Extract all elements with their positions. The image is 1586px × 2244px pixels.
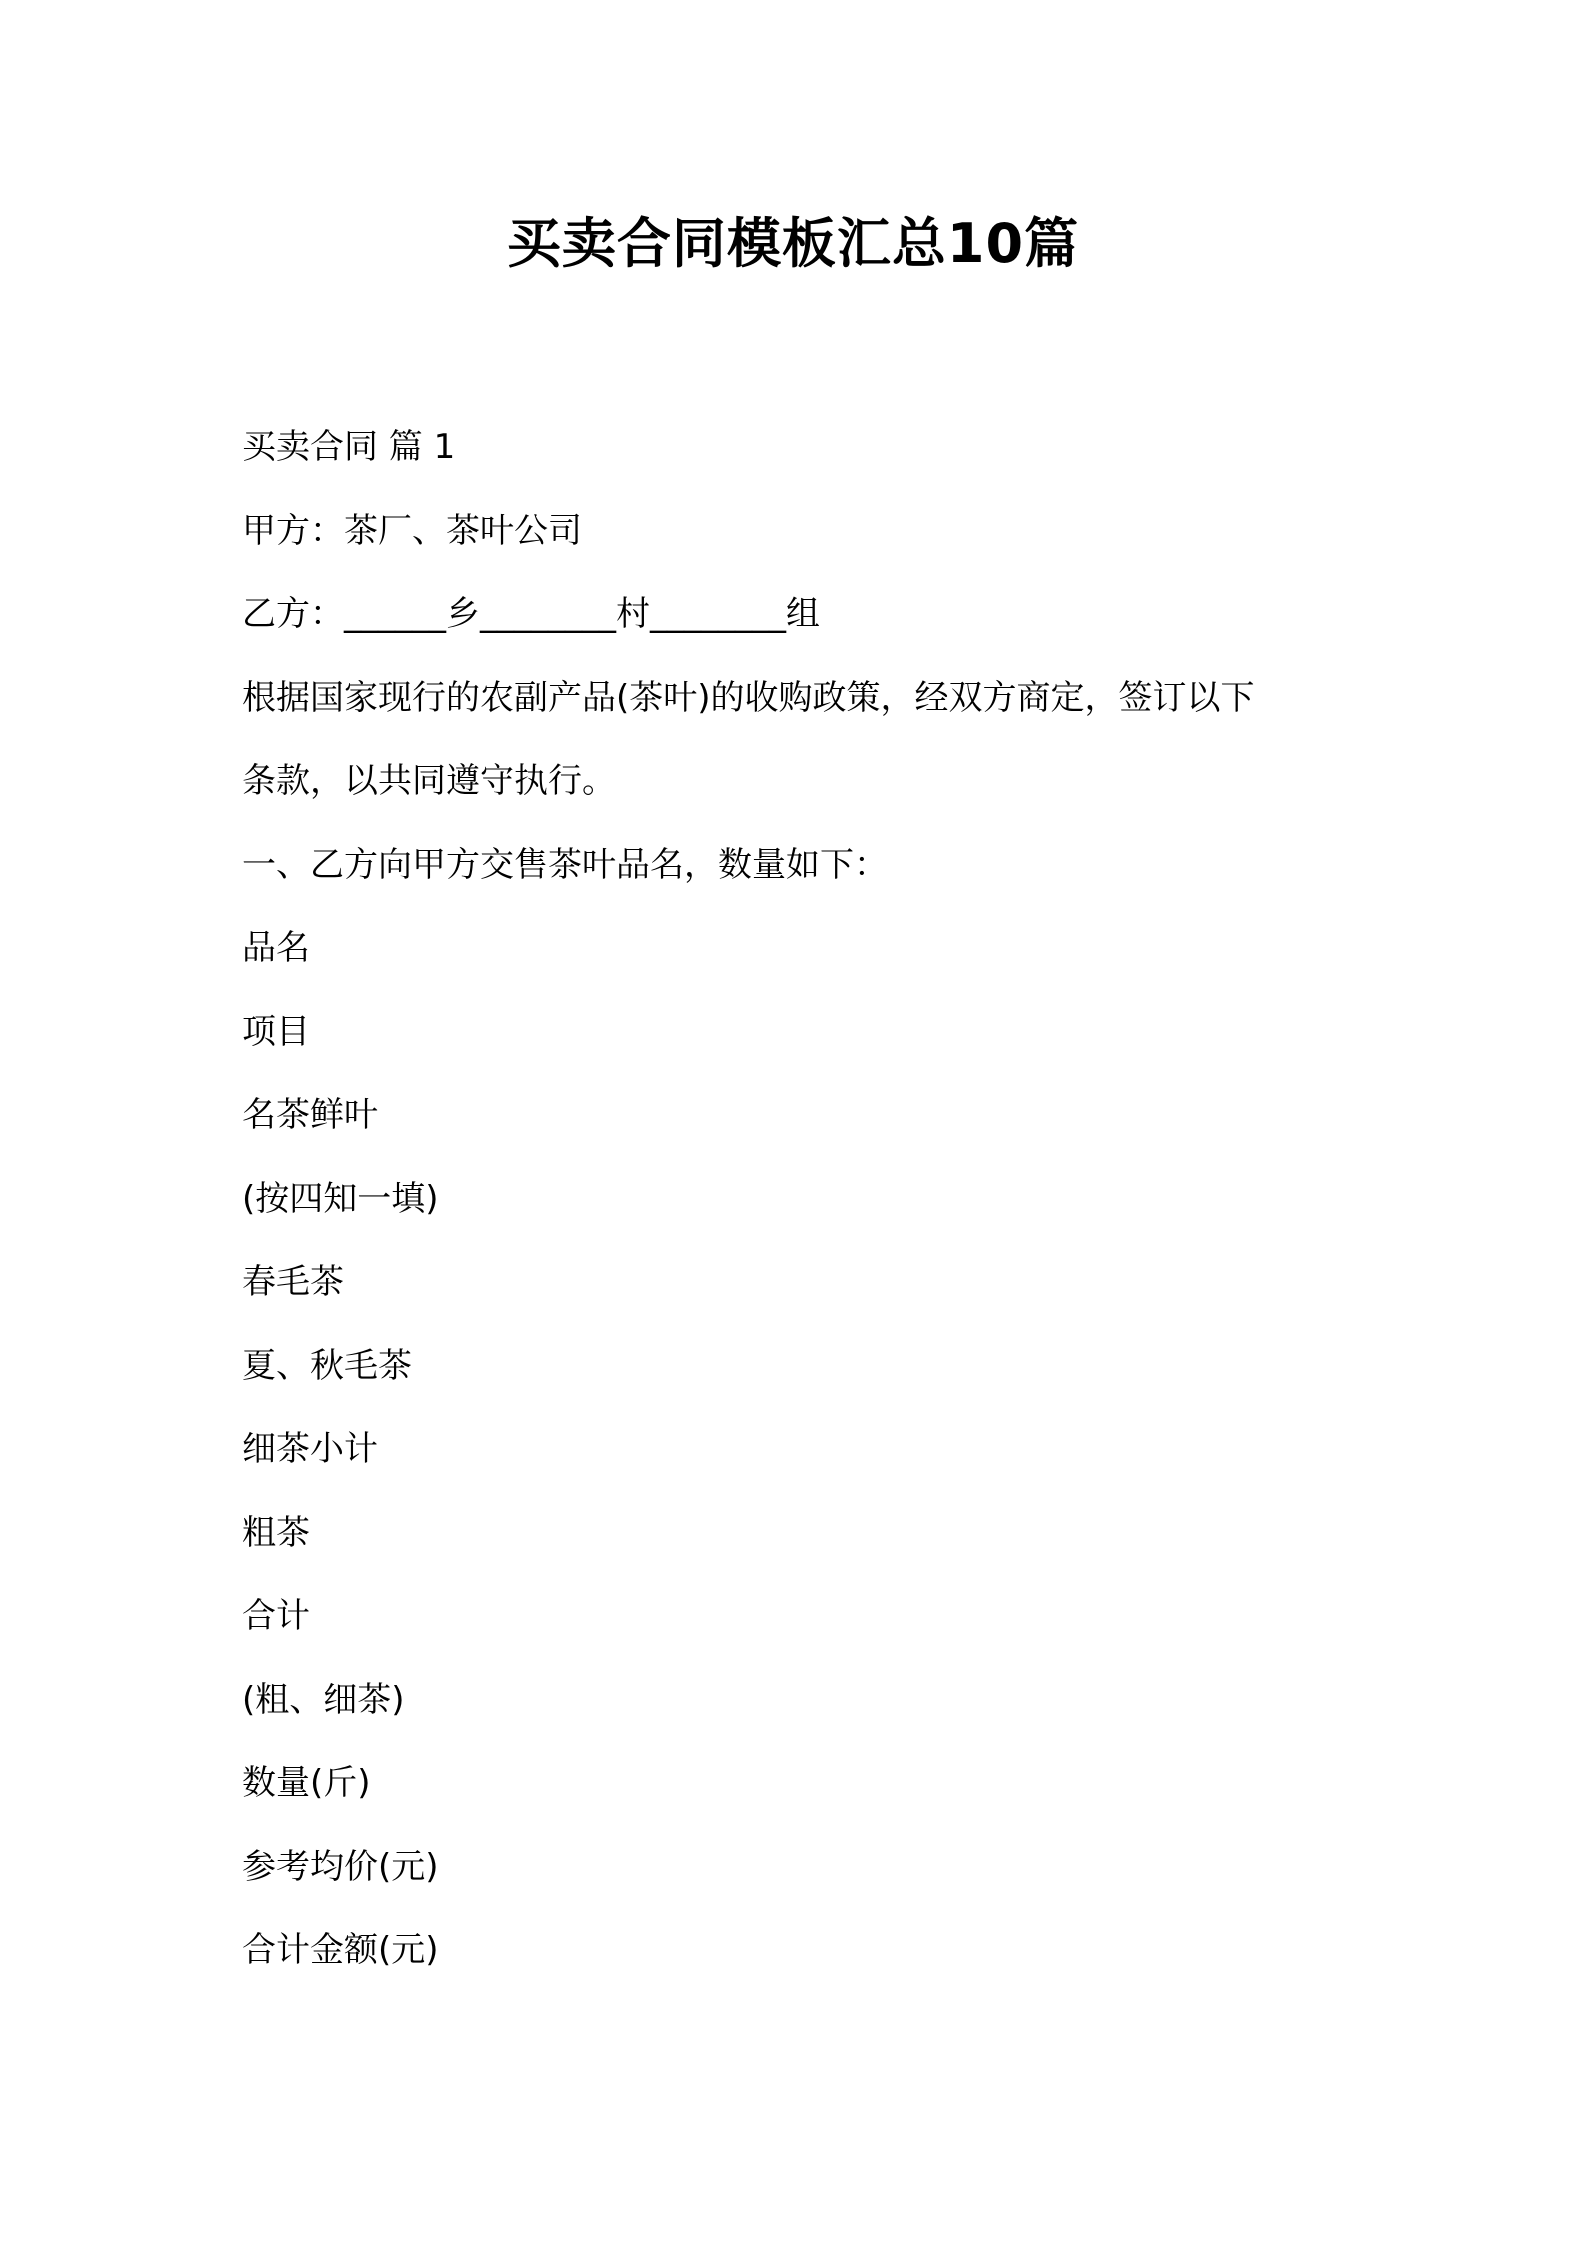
table-item: 合计 [242,1596,310,1636]
table-item: 名茶鲜叶 [242,1095,378,1135]
table-item: 品名 [242,928,310,968]
document-body [242,406,1362,1993]
table-item: (粗、细茶) [242,1679,405,1720]
table-item: (按四知一填) [242,1178,439,1219]
table-item: 合计金额(元) [242,1930,439,1970]
table-item: 粗茶 [242,1512,310,1553]
party-a-line: 甲方：茶厂、茶叶公司 [242,510,582,551]
paragraph-line: 根据国家现行的农副产品(茶叶)的收购政策，经双方商定，签订以下 [242,677,1255,718]
table-item: 参考均价(元) [242,1846,439,1887]
section-heading: 买卖合同 篇 1 [242,427,456,467]
clause-heading: 一、乙方向甲方交售茶叶品名，数量如下： [242,844,888,885]
party-b-line: 乙方：______乡________村________组 [242,594,820,634]
document-title: 买卖合同模板汇总10篇 [506,212,1080,275]
paragraph-line: 条款，以共同遵守执行。 [242,761,616,801]
table-item: 项目 [242,1011,310,1052]
table-item: 数量(斤) [242,1763,371,1803]
table-item: 细茶小计 [242,1429,378,1469]
table-item: 春毛茶 [242,1262,344,1302]
table-item: 夏、秋毛茶 [242,1345,412,1386]
